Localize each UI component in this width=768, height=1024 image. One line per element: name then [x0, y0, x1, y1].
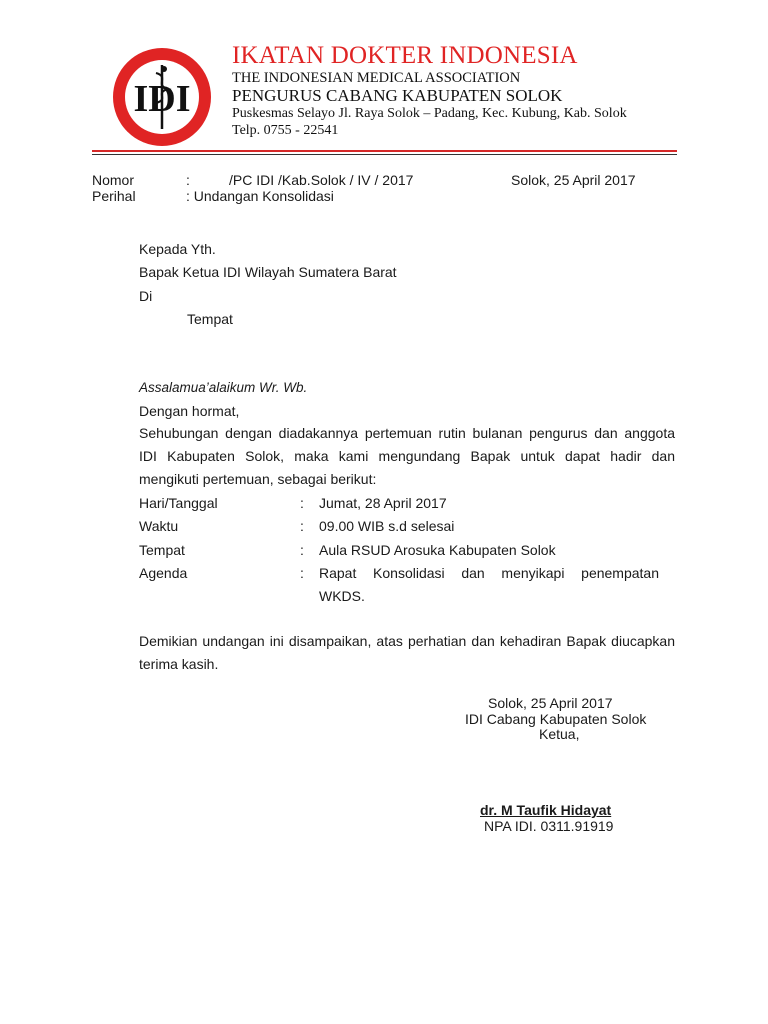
signatory-name: dr. M Taufik Hidayat: [480, 802, 612, 818]
signature-role: Ketua,: [539, 726, 580, 742]
detail-colon-date: :: [300, 495, 304, 511]
nomor-colon: :: [186, 172, 190, 188]
closing-line-2: terima kasih.: [139, 656, 219, 672]
closing-paragraph: [139, 630, 675, 676]
detail-label-agenda: Agenda: [139, 565, 188, 581]
org-phone: Telp. 0755 - 22541: [232, 123, 339, 138]
recipient-line-4: Tempat: [187, 311, 233, 327]
header-divider: [92, 150, 677, 152]
recipient-line-2: Bapak Ketua IDI Wilayah Sumatera Barat: [139, 264, 397, 280]
intro-paragraph: [139, 422, 675, 491]
detail-colon-agenda: :: [300, 565, 304, 581]
header-divider-thin: [92, 154, 677, 155]
org-branch: PENGURUS CABANG KABUPATEN SOLOK: [232, 86, 563, 105]
salutation: Dengan hormat,: [139, 403, 240, 419]
recipient-line-3: Di: [139, 288, 153, 304]
signatory-npa: NPA IDI. 0311.91919: [484, 818, 614, 834]
detail-colon-time: :: [300, 518, 304, 534]
detail-value-time: 09.00 WIB s.d selesai: [319, 518, 455, 534]
intro-line-2: IDI Kabupaten Solok, maka kami mengundang Bapak untuk dapat hadir dan: [139, 448, 675, 464]
org-address: Puskesmas Selayo Jl. Raya Solok – Padang, Kec. Kubung, Kab. Solok: [232, 106, 627, 121]
recipient-line-1: Kepada Yth.: [139, 241, 216, 257]
perihal-value: : Undangan Konsolidasi: [186, 188, 334, 204]
svg-text:IDI: IDI: [133, 78, 191, 120]
letter-date: Solok, 25 April 2017: [511, 172, 636, 188]
detail-label-time: Waktu: [139, 518, 179, 534]
greeting: Assalamua’alaikum Wr. Wb.: [139, 380, 308, 395]
closing-line-1: Demikian undangan ini disampaikan, atas perhatian dan kehadiran Bapak diucapkan: [139, 633, 675, 649]
signature-place-date: Solok, 25 April 2017: [488, 695, 613, 711]
detail-value-agenda-cont: WKDS.: [319, 588, 365, 604]
intro-line-1: Sehubungan dengan diadakannya pertemuan rutin bulanan pengurus dan anggota: [139, 425, 675, 441]
nomor-label: Nomor: [92, 172, 135, 188]
org-name-en: THE INDONESIAN MEDICAL ASSOCIATION: [232, 70, 521, 86]
detail-value-date: Jumat, 28 April 2017: [319, 495, 447, 511]
idi-logo: [110, 45, 214, 149]
detail-value-place: Aula RSUD Arosuka Kabupaten Solok: [319, 542, 556, 558]
org-name: IKATAN DOKTER INDONESIA: [232, 42, 578, 69]
detail-label-place: Tempat: [139, 542, 185, 558]
signature-org: IDI Cabang Kabupaten Solok: [465, 711, 647, 727]
intro-line-3: mengikuti pertemuan, sebagai berikut:: [139, 471, 377, 487]
detail-value-agenda: Rapat Konsolidasi dan menyikapi penempatan: [319, 565, 659, 581]
detail-label-date: Hari/Tanggal: [139, 495, 218, 511]
perihal-label: Perihal: [92, 188, 136, 204]
nomor-value: /PC IDI /Kab.Solok / IV / 2017: [229, 172, 414, 188]
detail-colon-place: :: [300, 542, 304, 558]
